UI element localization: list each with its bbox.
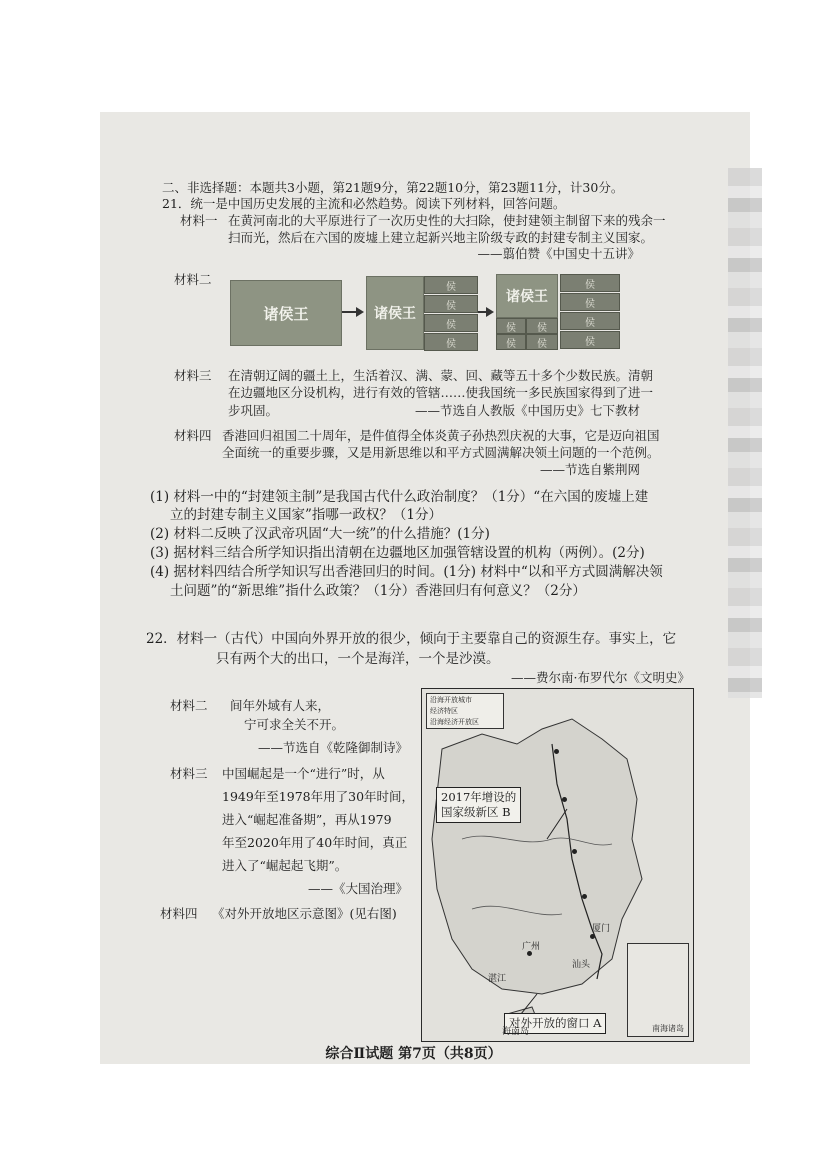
q22-m3-label: 材料三 <box>170 766 208 781</box>
diagram-hou: 侯 <box>560 331 620 349</box>
map-city-xiamen: 厦门 <box>592 924 611 934</box>
q21-m3-label: 材料三 <box>174 368 212 383</box>
map-city-dot <box>582 894 587 899</box>
q22-m1-line2: 只有两个大的出口，一个是海洋，一个是沙漠。 <box>216 651 500 667</box>
map-city-dot <box>554 749 559 754</box>
q22-m2-source: ——节选自《乾隆御制诗》 <box>257 740 408 755</box>
map-inset <box>627 943 689 1037</box>
diagram-hou: 侯 <box>496 318 526 334</box>
q21-m3-line2: 在边疆地区分设机构，进行有效的管辖……使我国统一多民族国家得到了进一 <box>228 385 654 400</box>
q22-m2-line1: 间年外域有人来， <box>230 698 331 713</box>
diagram-hou: 侯 <box>496 334 526 350</box>
diagram-hou: 侯 <box>560 312 620 330</box>
material2-diagram <box>226 270 622 354</box>
map-legend-item: 沿海开放城市 <box>430 696 472 704</box>
q21-m3-line1: 在清朝辽阔的疆土上，生活着汉、满、蒙、回、藏等五十多个少数民族。清朝 <box>228 368 654 383</box>
diagram-hou: 侯 <box>424 314 478 332</box>
q21-sub3: (3) 据材料三结合所学知识指出清朝在边疆地区加强管辖设置的机构（两例）。(2分) <box>150 545 645 561</box>
map-city-hainan: 海南岛 <box>502 1027 530 1037</box>
q21-m1-source: ——翦伯赞《中国史十五讲》 <box>477 246 640 261</box>
map-callout-b <box>436 787 521 823</box>
q21-sub1a: (1) 材料一中的“封建领主制”是我国古代什么政治制度？（1分）“在六国的废墟上建 <box>150 489 649 505</box>
q21-m4-line2: 全面统一的重要步骤，又是用新思维以和平方式圆满解决领土问题的一个范例。 <box>222 445 660 460</box>
q21-m1-line1: 在黄河南北的大平原进行了一次历史性的大扫除，使封建领主制留下来的残余一 <box>228 213 666 228</box>
q22-m1-line1: 22．材料一（古代）中国向外界开放的很少，倾向于主要靠自己的资源生存。事实上，它 <box>146 631 677 647</box>
map-city-shantou: 汕头 <box>572 960 591 970</box>
diagram-hou: 侯 <box>560 274 620 292</box>
diagram-hou: 侯 <box>424 276 478 294</box>
page-footer: 综合Ⅱ试题 第7页（共8页） <box>325 1046 502 1062</box>
q22-m3-line2: 1949年至1978年用了30年时间， <box>222 789 415 804</box>
diagram-box1: 诸侯王 <box>230 280 342 346</box>
diagram-hou: 侯 <box>560 293 620 311</box>
diagram-hou: 侯 <box>424 295 478 313</box>
q21-m4-label: 材料四 <box>174 428 212 443</box>
q22-m3-line3: 进入“崛起准备期”，再从1979 <box>222 812 392 827</box>
diagram-arrow2-head <box>486 307 494 317</box>
blurred-edge <box>728 168 762 698</box>
q22-m4-text: 《对外开放地区示意图》(见右图) <box>212 906 397 921</box>
q22-m3-line5: 进入了“崛起起飞期”。 <box>222 858 348 873</box>
map-city-dot <box>572 849 577 854</box>
q22-m3-line1: 中国崛起是一个“进行”时，从 <box>222 766 385 781</box>
map-city-zhanjiang: 湛江 <box>488 974 507 984</box>
diagram-box3: 诸侯王 <box>496 274 558 318</box>
map-legend-item: 经济特区 <box>430 707 458 715</box>
q21-m2-label: 材料二 <box>174 272 212 287</box>
q21-sub4a: (4) 据材料四结合所学知识写出香港回归的时间。(1分) 材料中“以和平方式圆满解决领 <box>150 564 663 580</box>
map-city-guangzhou: 广州 <box>522 942 541 952</box>
callout-b-line1: 2017年增设的 <box>441 790 517 804</box>
map-inset-label: 南海诸岛 <box>652 1024 684 1033</box>
diagram-box2: 诸侯王 <box>366 276 424 350</box>
q21-sub4b: 土问题”的“新思维”指什么政策？（1分）香港回归有何意义？（2分） <box>170 583 586 599</box>
q21-m3-line3: 步巩固。 <box>228 403 279 418</box>
q21-m1-label: 材料一 <box>180 213 218 228</box>
diagram-arrow1-head <box>356 307 364 317</box>
q22-m2-label: 材料二 <box>170 698 208 713</box>
map-legend-item: 沿海经济开放区 <box>430 718 479 726</box>
q21-stem: 21．统一是中国历史发展的主流和必然趋势。阅读下列材料，回答问题。 <box>162 196 566 211</box>
q21-sub1b: 立的封建专制主义国家”指哪一政权？（1分） <box>170 507 442 523</box>
q22-m3-line4: 年至2020年用了40年时间，真正 <box>222 835 408 850</box>
callout-b-line2: 国家级新区 B <box>441 805 511 819</box>
map-city-dot <box>590 934 595 939</box>
diagram-hou: 侯 <box>526 318 558 334</box>
q22-m4-label: 材料四 <box>160 906 198 921</box>
section-header: 二、非选择题：本题共3小题，第21题9分，第22题10分，第23题11分，计30分。 <box>162 180 624 195</box>
q21-m1-line2: 扫而光，然后在六国的废墟上建立起新兴地主阶级专政的封建专制主义国家。 <box>228 230 654 245</box>
q21-m3-source: ——节选自人教版《中国历史》七下教材 <box>414 403 640 418</box>
map-legend <box>426 693 504 729</box>
q22-m2-line2: 宁可求全关不开。 <box>244 717 345 732</box>
diagram-hou: 侯 <box>526 334 558 350</box>
q21-sub2: (2) 材料二反映了汉武帝巩固“大一统”的什么措施？(1分) <box>150 526 490 542</box>
q22-m3-source: ——《大国治理》 <box>307 881 408 896</box>
map-callout-a: 对外开放的窗口 A <box>504 1013 606 1034</box>
open-regions-map <box>421 688 694 1042</box>
q22-m1-source: ——费尔南·布罗代尔《文明史》 <box>511 670 690 685</box>
map-city-dot <box>562 797 567 802</box>
q21-m4-line1: 香港回归祖国二十周年，是件值得全体炎黄子孙热烈庆祝的大事，它是迈向祖国 <box>222 428 660 443</box>
diagram-hou: 侯 <box>424 333 478 351</box>
q21-m4-source: ——节选自紫荆网 <box>539 462 640 477</box>
